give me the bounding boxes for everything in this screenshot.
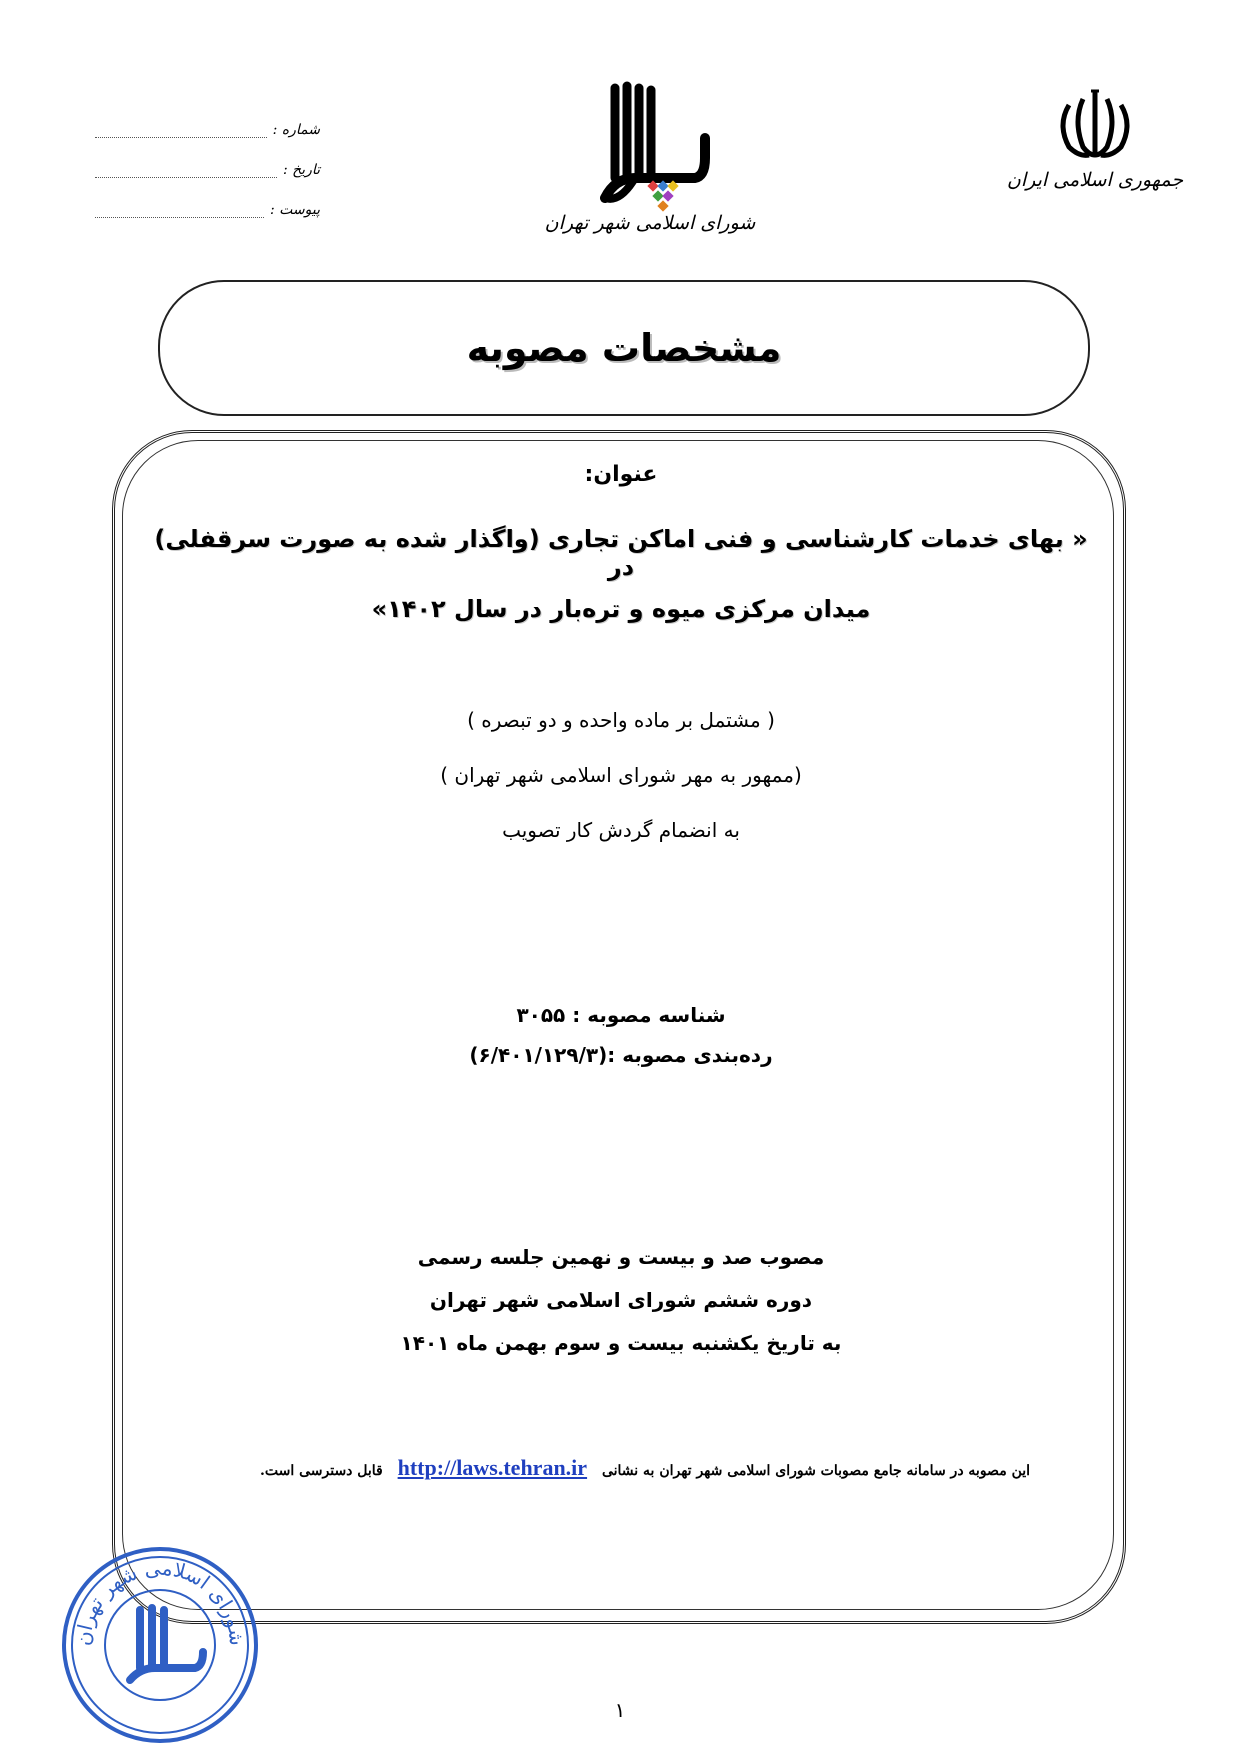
approval-id: شناسه مصوبه : ۳۰۵۵ <box>516 1003 726 1027</box>
approval-session: مصوب صد و بیست و نهمین جلسه رسمی <box>417 1245 825 1269</box>
access-note-after: قابل دسترسی است. <box>259 1463 383 1479</box>
council-stamp <box>55 1540 265 1750</box>
council-caption: شورای اسلامی شهر تهران <box>544 212 756 234</box>
letter-meta-fields <box>95 98 320 218</box>
number-line <box>95 125 267 138</box>
approval-classification: رده‌بندی مصوبه :(۶/۴۰۱/۱۲۹/۳) <box>469 1043 773 1067</box>
title-box <box>158 280 1090 416</box>
contents-note: ( مشتمل بر ماده واحده و دو تبصره ) <box>467 708 775 732</box>
number-label: شماره : <box>272 122 320 138</box>
attachment-line <box>95 205 264 218</box>
stamp-text: شورای اسلامی شهر تهران <box>70 1555 250 1647</box>
page-number: ۱ <box>614 1698 626 1722</box>
subject-heading: عنوان: <box>584 462 658 487</box>
council-logo <box>535 78 765 234</box>
access-note <box>200 1455 1090 1481</box>
seal-note: (ممهور به مهر شورای اسلامی شهر تهران ) <box>440 763 802 787</box>
attachment-label: پیوست : <box>270 202 320 218</box>
workflow-note: به انضمام گردش کار تصویب <box>502 818 740 842</box>
council-logo-icon <box>575 78 725 228</box>
date-line <box>95 165 277 178</box>
attachment-field <box>95 178 320 218</box>
stamp-logo-icon <box>130 1608 203 1680</box>
access-note-before: این مصوبه در سامانه جامع مصوبات شورای اسلامی شهر تهران به نشانی <box>601 1463 1031 1479</box>
subject-line-2: میدان مرکزی میوه و تره‌بار در سال ۱۴۰۲» <box>371 595 871 623</box>
document-title: مشخصات مصوبه <box>466 326 782 370</box>
date-label: تاریخ : <box>282 162 320 178</box>
iran-emblem <box>1005 85 1185 191</box>
number-field <box>95 98 320 138</box>
approval-term: دوره ششم شورای اسلامی شهر تهران <box>429 1288 813 1312</box>
approval-date: به تاریخ یکشنبه بیست و سوم بهمن ماه ۱۴۰۱ <box>400 1331 842 1355</box>
iran-emblem-icon <box>1055 85 1135 163</box>
republic-caption: جمهوری اسلامی ایران <box>1006 169 1184 191</box>
date-field <box>95 138 320 178</box>
subject-line-1: « بهای خدمات کارشناسی و فنی اماکن تجاری (واگذار شده به صورت سرقفلی) در <box>154 525 1088 581</box>
laws-link[interactable]: http://laws.tehran.ir <box>397 1455 588 1480</box>
